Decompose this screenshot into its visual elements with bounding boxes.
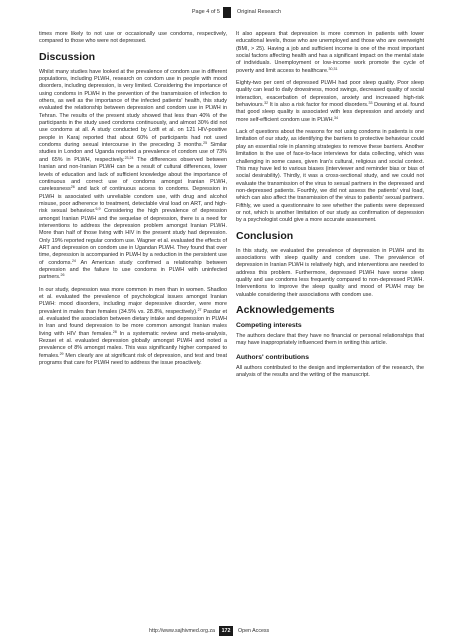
- right-column: [236, 31, 424, 384]
- page-number: Page 4 of 5: [191, 9, 220, 15]
- limitations-paragraph: Lack of questions about the reasons for not using condoms in patients is one limitation of our study, as identifying the barriers to protective behaviour could play an essential role in planning strategies to remove these barriers. Another limitation is the use of face-to-face interviews for data collecting, which was challenging in some cases, given Iran's cultural, religious and social context. This may have led to various biases (interviewer and reminder bias or bias of social desirability). Thirdly, it was a cross-sectional study, and we could not evaluate the transmission of the virus to sexual partners in the depressed and non-depressed patients. Fourthly, we did not assess the patients' viral load, which can also affect the transmission of the virus to patients' sexual partners. Fifthly, we used a questionnaire to see whether the patients were depressed or not, which is another limitation of our study as confirmation of depression by a psychologist could give a more accurate assessment.: [236, 129, 424, 224]
- competing-interests-heading: Competing interests: [236, 322, 302, 329]
- discussion-heading: Discussion: [39, 50, 96, 63]
- header-divider-block: [223, 7, 231, 18]
- open-access-label: Open Access: [238, 628, 270, 634]
- left-column: [39, 31, 227, 372]
- discussion-paragraph-4: Eighty-two per cent of depressed PLWH had poor sleep quality. Poor sleep quality can lead to daily drowsiness, mood swings, decreased quality of social interaction, exacerbation of depression, anxiety and increased high-risk behaviours.$^{32}$ It is also a risk factor for mood disorders.$^{33}$ Downing et al. found that good sleep quality is associated with less depression and anxiety and more self-efficient condom use in PLWH.$^{34}$: [236, 80, 425, 123]
- page-header: [0, 6, 453, 20]
- acknowledgements-heading: Acknowledgements: [236, 304, 335, 316]
- page-footer: [0, 626, 453, 636]
- journal-url-link[interactable]: http://www.sajhivmed.org.za: [149, 628, 215, 634]
- conclusion-heading: Conclusion: [236, 229, 294, 242]
- discussion-paragraph-3: It also appears that depression is more common in patients with lower educational levels, those who are unemployed and those who are overweight (BMI, > 25). Having a job and sufficient income is one of the most important social factors affecting health and has a significant impact on the mental state of individuals. Unemployment or low-income work promote the cycle of poverty and limit access to healthcare.$^{30,31}$: [236, 31, 424, 74]
- competing-interests-paragraph: The authors declare that they have no financial or personal relationships that may have inappropriately influenced them in writing this article.: [236, 333, 424, 347]
- discussion-paragraph-1: Whilst many studies have looked at the prevalence of condom use in different populations, including PLWH, research on condom use in people with mood disorders, including depression, is very limited. Considering the importance of using condoms in PLWH in the prevention of the transmission of infection to others, as well as the importance of the infected patients' health, this study evaluated the relationship between depression and condom use in PLWH in Tehran. The results of the present study showed that less than 40% of the participants in the study used condoms continuously, and almost 30% did not use condoms at all. A study conducted by Lotfi et al. on 121 HIV-positive people in Karaj reported that about 60% of participants had not used condoms during sexual intercourse in the preceding 3 months.$^{25}$ Similar studies in London and Uganda reported a prevalence of condom use of 73% and 65% in PLWH, respectively.$^{23,24}$ The differences observed between Iranian and non-Iranian PLWH can be a result of cultural differences, lower levels of education and lack of sufficient knowledge about the importance of continuous and correct use of condoms amongst Iranian PLWH, carelessness$^{26}$ and lack of continuous access to condoms. Depression in PLWH is associated with unreliable condom use, with drug and alcohol misuse, poor adherence to treatment, detectable viral load on ART, and high-risk sexual behaviour.$^{6,9}$ Considering the high prevalence of depression amongst Iranian PLWH and the sequelae of depression, there is a need for interventions to address the depression problem amongst Iranian PLWH. More than half of those living with HIV in the present study had depression. Only 19% reported regular condom use. Wagner et al. evaluated the effects of ART and depression on condom use in Ugandan PLWH. They found that over time, depression is accompanied in PLWH by a reduction in the persistent use of condoms.$^{24}$ An American study confirmed a relationship between depression and the failure to use condoms in PLWH with uninfected partners.$^{26}$: [39, 68, 227, 281]
- authors-contributions-paragraph: All authors contributed to the design and implementation of the research, the analysis of the results and the writing of the manuscript.: [236, 364, 424, 379]
- discussion-paragraph-2: In our study, depression was more common in men than in women. Shadloo et al. evaluated the prevalence of psychological issues amongst Iranian PLWH: mood disorders, including major depressive disorder, were more prevalent in males than females (34.5% vs. 28.8%, respectively).$^{27}$ Pasdar et al. evaluated the association between dietary intake and depression in PLWH in Iran and found depression to be more common amongst Iranian males living with HIV than females.$^{28}$ In a systematic review and meta-analysis, Rezaei et al. evaluated depression globally amongst PLWH and noted a prevalence of 8% amongst males. This was significantly higher compared to females.$^{29}$ Men clearly are at significant risk of depression, and test and treat programs that care for PLWH need to address the issue proactively.: [39, 286, 227, 367]
- footer-page-number: 172: [219, 626, 233, 636]
- intro-paragraph: times more likely to not use or occasionally use condoms, respectively, compared to those who were not depressed.: [39, 31, 227, 45]
- section-label: Original Research: [237, 9, 282, 15]
- authors-contributions-heading: Authors' contributions: [236, 353, 309, 361]
- conclusion-paragraph: In this study, we evaluated the prevalence of depression in PLWH and its associations with sleep quality and condom use. The prevalence of depression in Iranian PLWH is relatively high, and interventions are needed to address this problem. Furthermore, depressed PLWH have worse sleep quality and use condoms less frequently compared to non-depressed PLWH. Interventions to improve the sleep quality and mood of PLWH may be valuable considering their associations with condom use.: [236, 247, 424, 298]
